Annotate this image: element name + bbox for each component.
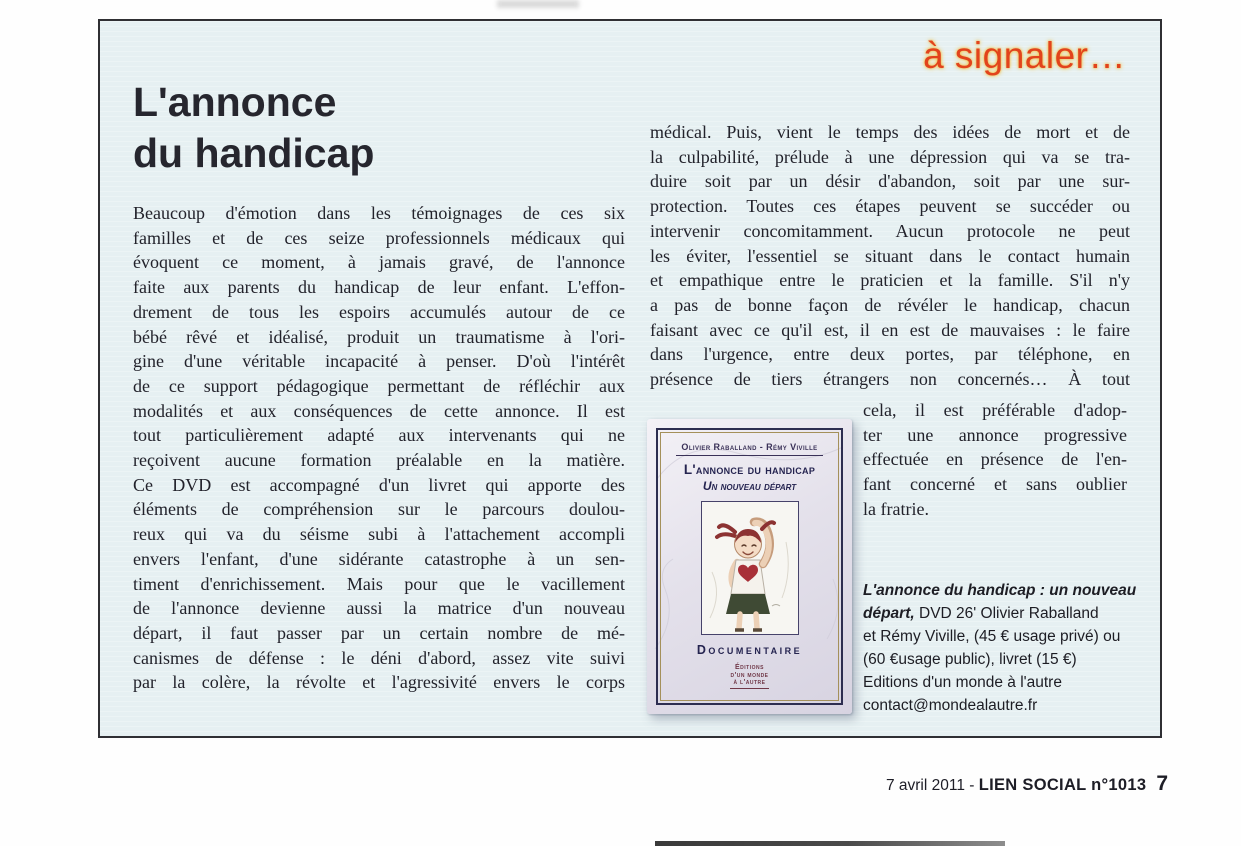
text-line: faite aux parents du handicap de leur enfant. L'effon-: [133, 277, 625, 298]
text-line: cela, il est préférable d'adop-: [863, 400, 1127, 420]
dvd-cover: [647, 419, 852, 714]
text-line: effectuée en présence de l'en-: [863, 449, 1127, 470]
dvd-cover-illustration: [701, 501, 799, 635]
text-line: éléments de compréhension sur le parcours doulou-: [133, 499, 625, 520]
dvd-subtitle: Un nouveau départ: [702, 479, 797, 493]
text-line: familles et de ces seize professionnels médicaux qui: [133, 227, 625, 248]
text-line: médical. Puis, vient le temps des idées de mort et de: [650, 122, 1130, 142]
article-title: [133, 77, 374, 179]
article-column-1: [133, 201, 625, 695]
text-line: Ce DVD est accompagné d'un livret qui apporte des: [133, 474, 625, 495]
text-line: fant concerné et sans oublier: [863, 474, 1127, 495]
dvd-cover-frame: [656, 428, 843, 705]
text-line: drement de tous les espoirs accumulés autour de ce: [133, 301, 625, 322]
text-line: ter une annonce progressive: [863, 424, 1127, 445]
text-line: duire soit par un désir d'abandon, soit par une sur-: [650, 171, 1130, 192]
text-line: faisant avec ce qu'il est, il en est de mauvaises : le faire: [650, 319, 1130, 340]
divider: [676, 455, 823, 456]
article-column-2: [650, 120, 1130, 392]
text-line: modalités et aux conséquences de cette annonce. Il est: [133, 400, 625, 421]
text-line: canismes de défense : le déni d'abord, assez vite suivi: [133, 647, 625, 668]
text-line: Beaucoup d'émotion dans les témoignages de ces six: [133, 203, 625, 223]
publisher-logo: [730, 664, 768, 689]
text-line: envers l'enfant, d'une sidérante catastrophe à un sen-: [133, 548, 625, 569]
text-line: gine d'une véritable incapacité à penser. D'où l'intérêt: [133, 351, 625, 372]
dvd-authors: Olivier Raballand - Rémy Viville: [681, 442, 818, 452]
text-line: Éditions: [735, 664, 764, 671]
footer-page-number: 7: [1156, 772, 1168, 795]
caption-line: Editions d'un monde à l'autre: [863, 674, 1062, 691]
text-line: a pas de bonne façon de révéler le handicap, chacun: [650, 294, 1130, 315]
text-line: du handicap: [133, 130, 375, 176]
text-line: d'un monde: [730, 671, 769, 679]
text-line: de l'annonce devienne aussi la matrice d'un nouveau: [133, 598, 625, 619]
text-line: départ, il faut passer par un certain nombre de mé-: [133, 622, 625, 643]
section-label: à signaler…: [923, 35, 1126, 76]
caption-line: [863, 579, 1149, 602]
text-line: dans l'urgence, entre deux portes, par téléphone, en: [650, 344, 1130, 365]
caption-text: DVD 26' Olivier Raballand: [914, 605, 1099, 622]
text-line: la culpabilité, prélude à une dépression qui va se tra-: [650, 146, 1130, 167]
scan-artifact-top: [497, 0, 579, 8]
caption-email: contact@mondealautre.fr: [863, 697, 1038, 714]
text-line: intervenir concomitamment. Aucun protocole ne peut: [650, 220, 1130, 241]
caption-line: (60 €usage public), livret (15 €): [863, 651, 1077, 668]
text-line: tout particulièrement adapté aux intervenants qui ne: [133, 425, 625, 446]
dvd-caption: [863, 579, 1149, 717]
text-line: L'annonce: [133, 79, 337, 125]
footer-issue: LIEN SOCIAL n°1013: [978, 776, 1147, 794]
text-line: reçoivent aucune formation préalable en la matière.: [133, 450, 625, 471]
text-line: timent d'enrichissement. Mais pour que le vacillement: [133, 573, 625, 594]
text-line: présence de tiers étrangers non concernés… À tout: [650, 369, 1130, 390]
text-line: reux qui va du séisme subi à l'attachement accompli: [133, 524, 625, 545]
text-line: à l'autre: [733, 679, 766, 686]
text-line: évoquent ce moment, à jamais gravé, de l'annonce: [133, 252, 625, 273]
caption-line: et Rémy Viville, (45 € usage privé) ou: [863, 628, 1121, 645]
dvd-title: L'annonce du handicap: [683, 462, 816, 477]
text-line: de ce support pédagogique permettant de réfléchir aux: [133, 375, 625, 396]
text-line: par la colère, la révolte et l'agressivité envers le corps: [133, 672, 625, 693]
article-column-2-wrapped-text: [863, 398, 1127, 522]
text-line: bébé rêvé et idéalisé, produit un traumatisme à l'ori-: [133, 326, 625, 347]
article-panel: [98, 19, 1162, 738]
caption-title-bold: départ,: [863, 605, 915, 622]
text-line: et empathique entre le praticien et la famille. S'il n'y: [650, 270, 1130, 291]
text-line: la fratrie.: [863, 498, 929, 519]
text-line: les éviter, l'essentiel se situant dans le contact humain: [650, 245, 1130, 266]
caption-line: [863, 602, 1149, 625]
caption-title-bold: L'annonce du handicap : un nouveau: [863, 582, 1137, 599]
text-line: protection. Toutes ces étapes peuvent se succéder ou: [650, 196, 1130, 217]
page-footer: [886, 772, 1168, 796]
scan-artifact-bottom: [655, 841, 1005, 846]
footer-date: 7 avril 2011 -: [885, 777, 979, 794]
dvd-genre: Documentaire: [696, 643, 803, 657]
